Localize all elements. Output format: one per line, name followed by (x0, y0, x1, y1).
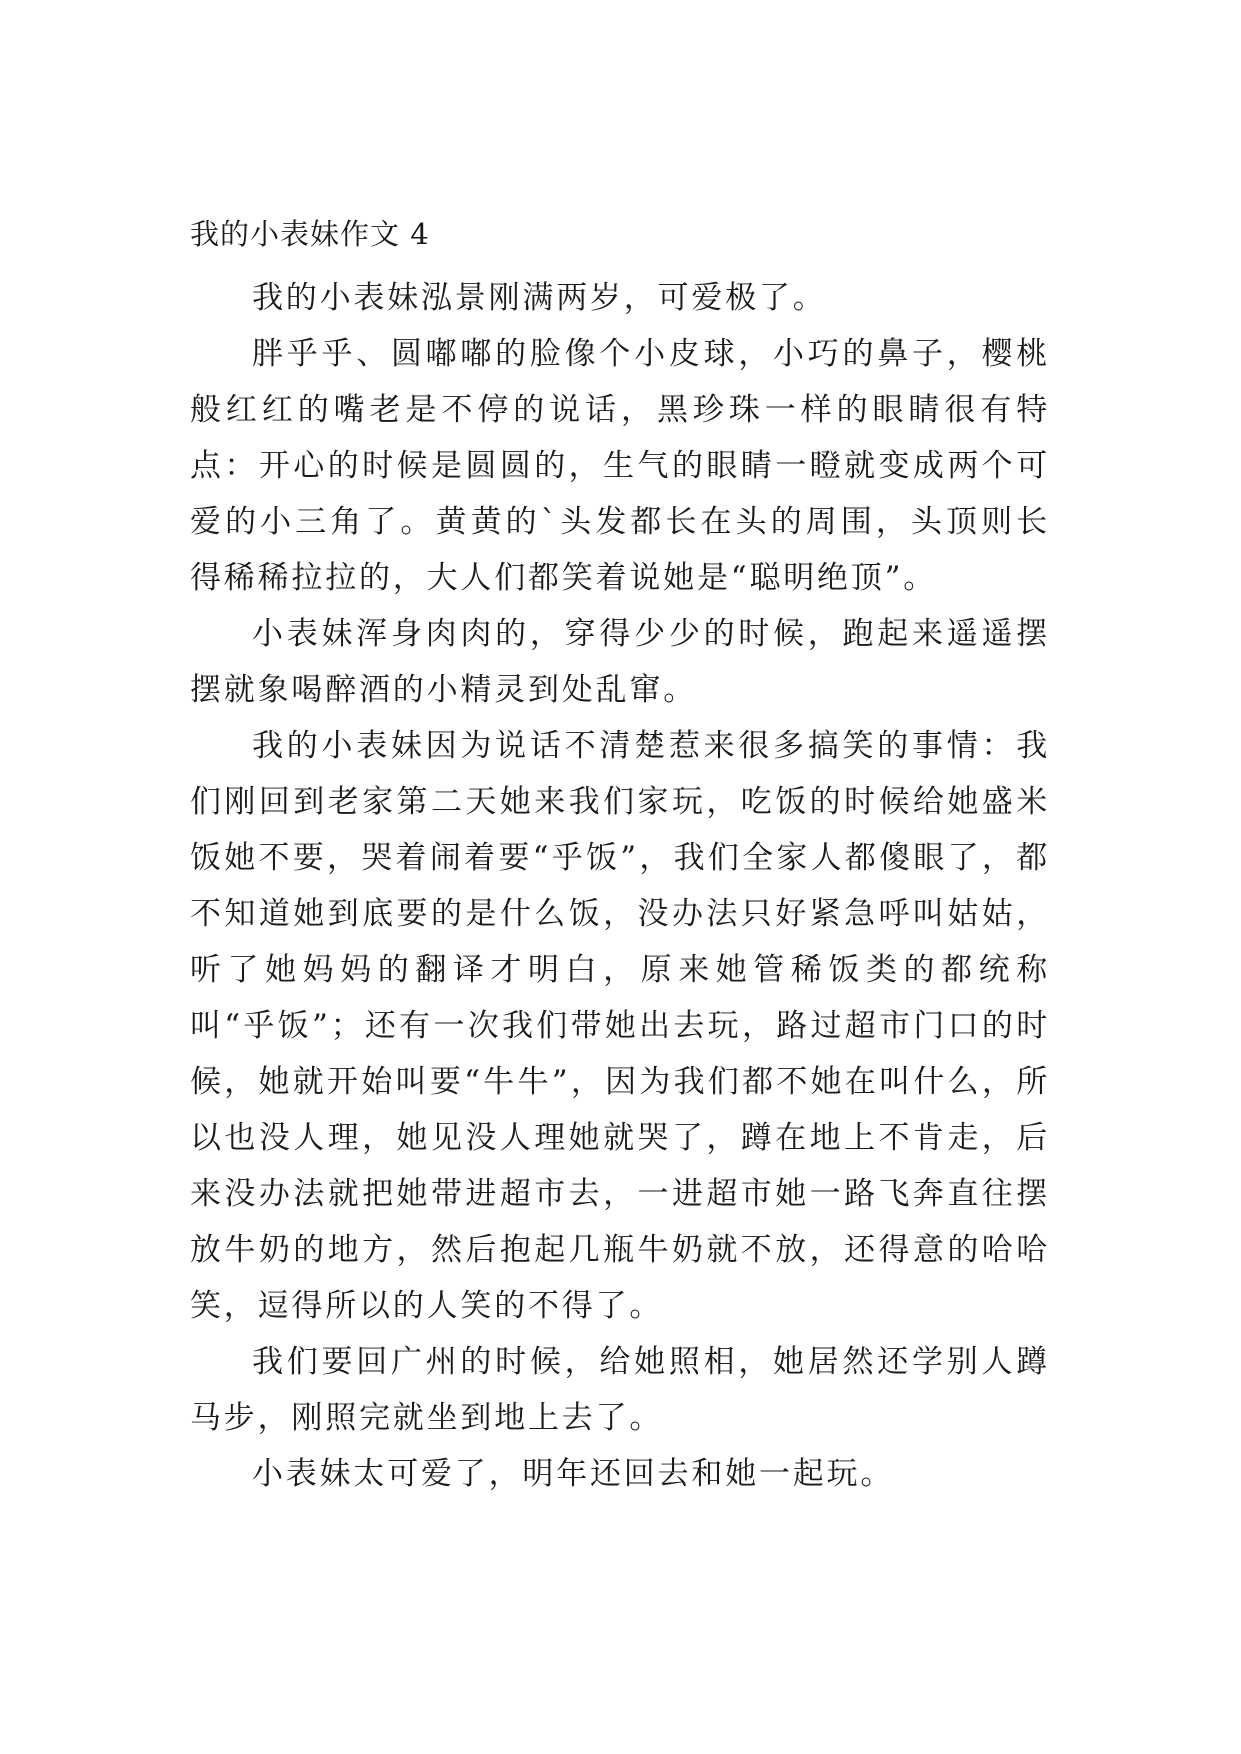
paragraph-body: 小表妹浑身肉肉的，穿得少少的时候，跑起来遥遥摆摆就象喝醉酒的小精灵到处乱窜。 (190, 616, 1050, 708)
paragraph-intro: 我的小表妹泓景刚满两岁，可爱极了。 (252, 280, 827, 316)
paragraph-conclusion: 小表妹太可爱了，明年还回去和她一起玩。 (252, 1456, 895, 1492)
essay-title: 我的小表妹作文 4 (190, 217, 430, 251)
paragraph-appearance: 胖乎乎、圆嘟嘟的脸像个小皮球，小巧的鼻子，樱桃般红红的嘴老是不停的说话，黑珍珠一样的眼睛很有特点：开心的时候是圆圆的，生气的眼睛一瞪就变成两个可爱的小三角了。黄黄的`头发都长在头的周围，头顶则长得稀稀拉拉的，大人们都笑着说她是“聪明绝顶”。 (190, 336, 1050, 596)
paragraph-photo: 我们要回广州的时候，给她照相，她居然还学别人蹲马步，刚照完就坐到地上去了。 (190, 1344, 1050, 1436)
essay-body (190, 214, 1050, 1502)
paragraph-funny-stories: 我的小表妹因为说话不清楚惹来很多搞笑的事情：我们刚回到老家第二天她来我们家玩，吃饭的时候给她盛米饭她不要，哭着闹着要“乎饭”，我们全家人都傻眼了，都不知道她到底要的是什么饭，没办法只好紧急呼叫姑姑，听了她妈妈的翻译才明白，原来她管稀饭类的都统称叫“乎饭”；还有一次我们带她出去玩，路过超市门口的时候，她就开始叫要“牛牛”，因为我们都不她在叫什么，所以也没人理，她见没人理她就哭了，蹲在地上不肯走，后来没办法就把她带进超市去，一进超市她一路飞奔直往摆放牛奶的地方，然后抱起几瓶牛奶就不放，还得意的哈哈笑，逗得所以的人笑的不得了。 (190, 728, 1050, 1324)
